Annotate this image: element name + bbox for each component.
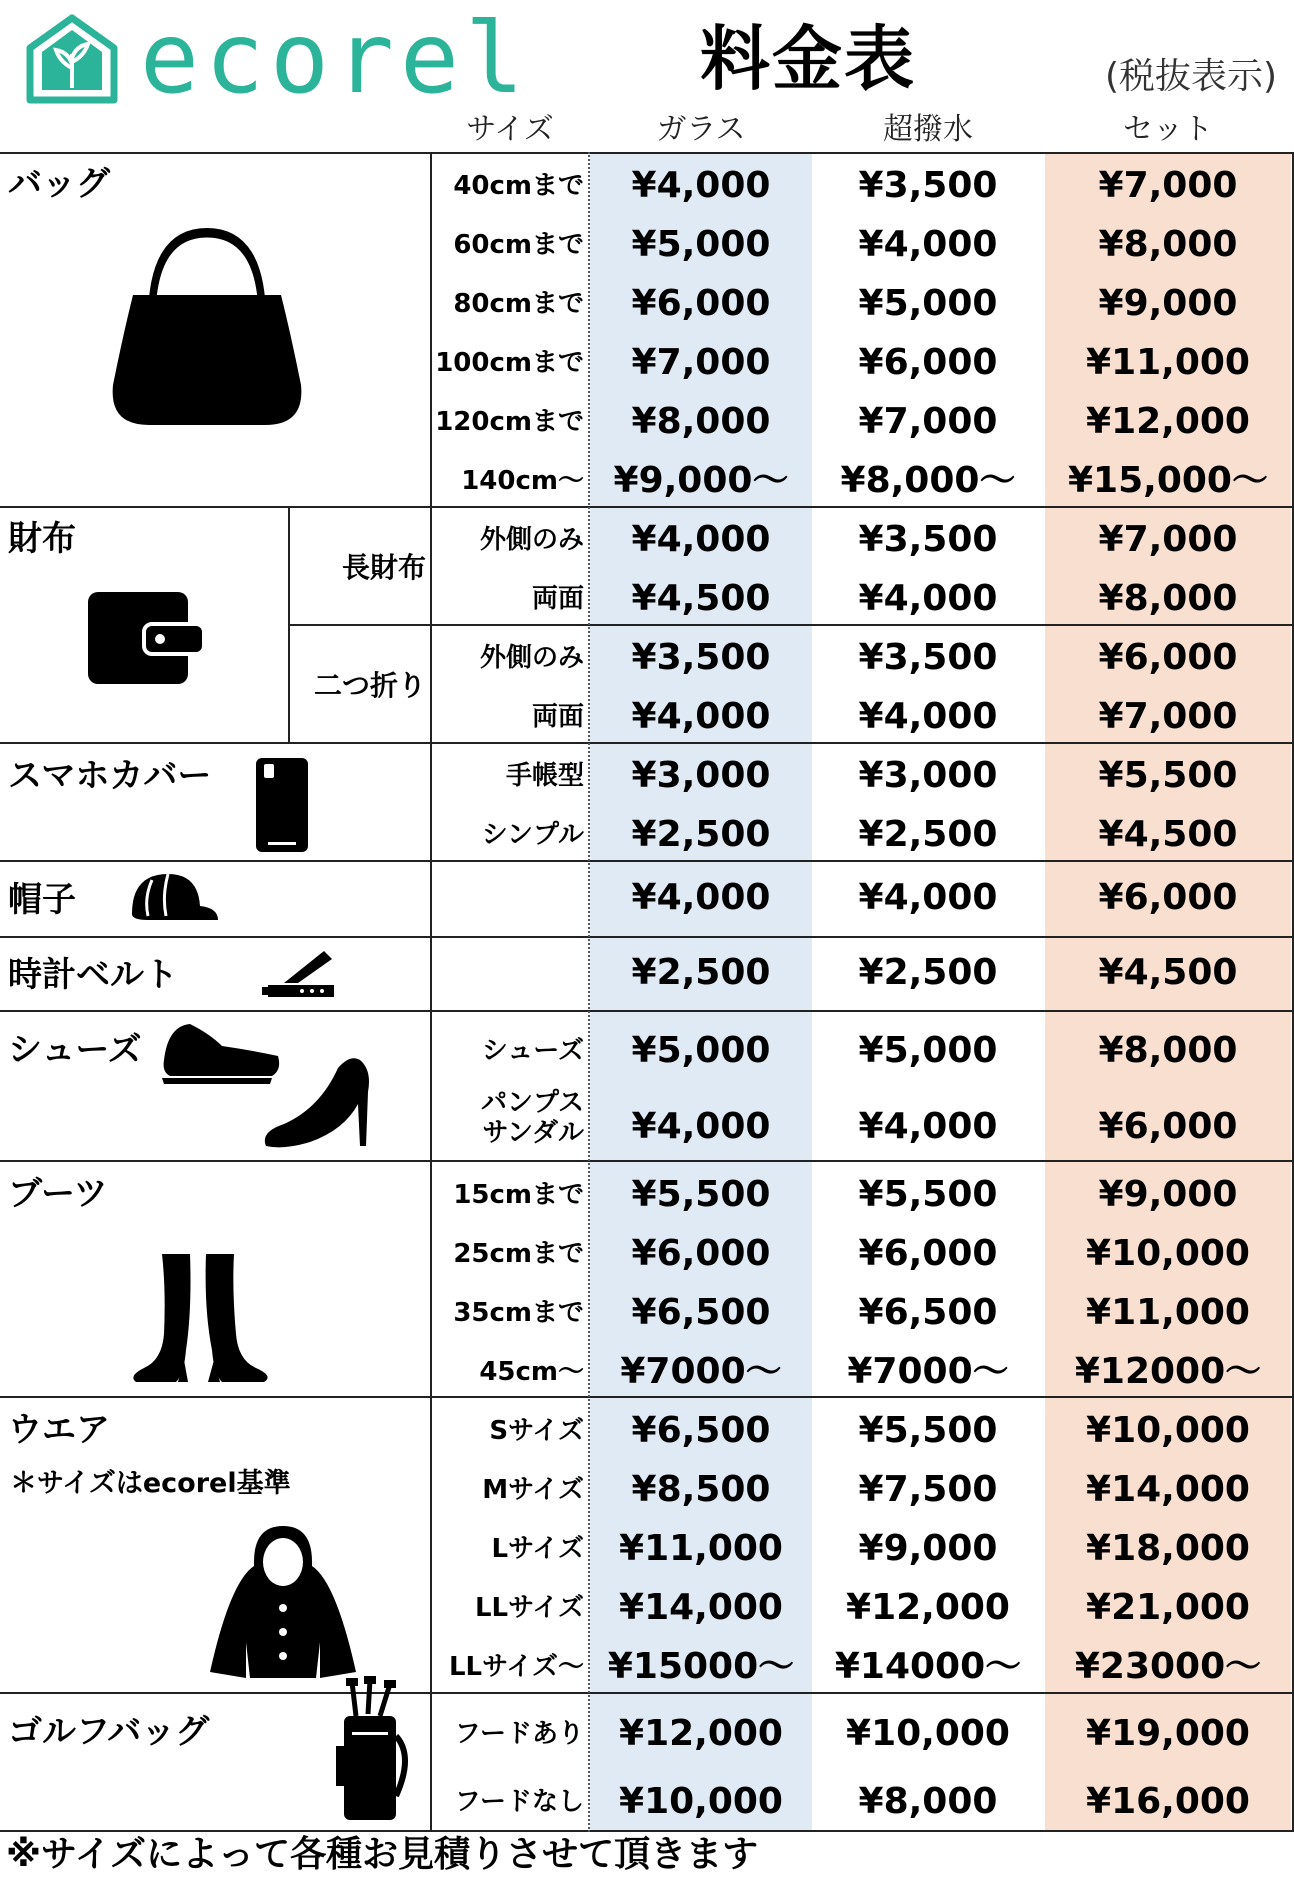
price-water: ¥14000～ (834, 1646, 1022, 1687)
price-set: ¥6,000 (1098, 1106, 1238, 1147)
category-wallet: 財布 (8, 519, 76, 559)
price-water: ¥3,500 (858, 637, 998, 678)
price-glass: ¥14,000 (619, 1587, 783, 1628)
column-header-glass: ガラス (656, 112, 746, 147)
column-header-size: サイズ (466, 112, 554, 147)
size-label: Sサイズ (489, 1416, 584, 1446)
subgroup-label: 長財布 (341, 551, 426, 584)
footer-note: ※サイズによって各種お見積りさせて頂きます (6, 1834, 759, 1875)
size-label: シンプル (481, 820, 584, 850)
cap-icon (128, 870, 220, 926)
price-set: ¥7,000 (1098, 696, 1238, 737)
size-label: LLサイズ～ (448, 1652, 584, 1682)
divider (0, 506, 1294, 508)
price-water: ¥7000～ (847, 1351, 1009, 1392)
price-water: ¥4,000 (858, 877, 998, 918)
price-glass: ¥4,000 (631, 696, 771, 737)
price-glass: ¥6,000 (631, 283, 771, 324)
size-label: 120cmまで (435, 407, 584, 437)
golf-bag-icon (334, 1676, 414, 1824)
boots-icon (128, 1250, 278, 1386)
divider (0, 1692, 1294, 1694)
column-header-set: セット (1123, 112, 1213, 147)
price-water: ¥5,000 (858, 283, 998, 324)
price-set: ¥10,000 (1086, 1410, 1250, 1451)
size-label: 140cm～ (461, 466, 584, 496)
price-set: ¥12,000 (1086, 401, 1250, 442)
category-phone-cover: スマホカバー (8, 756, 212, 796)
price-glass: ¥11,000 (619, 1528, 783, 1569)
price-water: ¥10,000 (846, 1713, 1010, 1754)
price-water: ¥9,000 (858, 1528, 998, 1569)
size-label: 外側のみ (479, 643, 584, 673)
subgroup-label: 二つ折り (313, 669, 426, 702)
price-set: ¥11,000 (1086, 1292, 1250, 1333)
price-set: ¥21,000 (1086, 1587, 1250, 1628)
size-label: 100cmまで (435, 348, 584, 378)
price-set: ¥19,000 (1086, 1713, 1250, 1754)
price-water: ¥3,500 (858, 519, 998, 560)
divider (0, 1160, 1294, 1162)
watch-band-icon (262, 945, 336, 1001)
size-label: 45cm～ (479, 1357, 584, 1387)
price-water: ¥3,500 (858, 165, 998, 206)
price-set: ¥16,000 (1086, 1781, 1250, 1822)
price-water: ¥3,000 (858, 755, 998, 796)
price-set: ¥7,000 (1098, 519, 1238, 560)
category-hat: 帽子 (8, 880, 76, 920)
price-water: ¥6,500 (858, 1292, 998, 1333)
divider (0, 1010, 1294, 1012)
price-set: ¥8,000 (1098, 1030, 1238, 1071)
divider (0, 860, 1294, 862)
price-water: ¥8,000 (858, 1781, 998, 1822)
brand-logo-text: ecorel (140, 2, 531, 116)
size-label: シューズ (481, 1036, 584, 1066)
divider (0, 742, 1294, 744)
size-label: 25cmまで (453, 1239, 584, 1269)
price-set: ¥14,000 (1086, 1469, 1250, 1510)
price-water: ¥2,500 (858, 952, 998, 993)
size-label: 手帳型 (505, 761, 584, 791)
price-set: ¥4,500 (1098, 814, 1238, 855)
price-glass: ¥7000～ (620, 1351, 782, 1392)
price-set: ¥11,000 (1086, 342, 1250, 383)
price-set: ¥15,000～ (1068, 460, 1268, 501)
divider (288, 624, 1294, 626)
price-water: ¥2,500 (858, 814, 998, 855)
price-glass: ¥5,000 (631, 224, 771, 265)
price-water: ¥8,000～ (840, 460, 1016, 501)
price-water: ¥12,000 (846, 1587, 1010, 1628)
price-glass: ¥4,000 (631, 519, 771, 560)
category-boots: ブーツ (8, 1174, 108, 1214)
size-label: 両面 (531, 702, 584, 732)
size-label: Lサイズ (491, 1534, 584, 1564)
price-set: ¥9,000 (1098, 283, 1238, 324)
price-glass: ¥5,500 (631, 1174, 771, 1215)
price-set: ¥9,000 (1098, 1174, 1238, 1215)
raincoat-icon (208, 1522, 358, 1682)
size-label: フードあり (454, 1719, 584, 1749)
price-glass: ¥3,000 (631, 755, 771, 796)
size-label: 60cmまで (453, 230, 584, 260)
size-label: 両面 (531, 584, 584, 614)
price-set: ¥23000～ (1074, 1646, 1262, 1687)
price-water: ¥4,000 (858, 224, 998, 265)
price-glass: ¥8,000 (631, 401, 771, 442)
price-set: ¥18,000 (1086, 1528, 1250, 1569)
price-set: ¥5,500 (1098, 755, 1238, 796)
price-glass: ¥7,000 (631, 342, 771, 383)
price-glass: ¥4,000 (631, 877, 771, 918)
size-label: 80cmまで (453, 289, 584, 319)
size-label: 35cmまで (453, 1298, 584, 1328)
price-water: ¥7,500 (858, 1469, 998, 1510)
price-set: ¥12000～ (1074, 1351, 1262, 1392)
price-water: ¥5,500 (858, 1410, 998, 1451)
tax-note: (税抜表示) (1105, 56, 1278, 97)
divider (0, 152, 1294, 154)
price-set: ¥4,500 (1098, 952, 1238, 993)
price-glass: ¥12,000 (619, 1713, 783, 1754)
price-water: ¥5,500 (858, 1174, 998, 1215)
price-water: ¥6,000 (858, 342, 998, 383)
price-glass: ¥4,500 (631, 578, 771, 619)
category-golf-bag: ゴルフバッグ (8, 1712, 210, 1752)
size-label: 15cmまで (453, 1180, 584, 1210)
price-water: ¥7,000 (858, 401, 998, 442)
category-bag: バッグ (8, 164, 110, 204)
category-wear: ウエア (8, 1410, 110, 1450)
size-label: LLサイズ (474, 1593, 584, 1623)
price-set: ¥10,000 (1086, 1233, 1250, 1274)
price-water: ¥5,000 (858, 1030, 998, 1071)
size-label: 外側のみ (479, 525, 584, 555)
price-water: ¥4,000 (858, 696, 998, 737)
price-glass: ¥3,500 (631, 637, 771, 678)
price-glass: ¥15000～ (607, 1646, 795, 1687)
price-water: ¥4,000 (858, 578, 998, 619)
size-label-line2: サンダル (482, 1118, 584, 1148)
price-water: ¥4,000 (858, 1106, 998, 1147)
header (0, 0, 1294, 150)
size-label: フードなし (454, 1787, 584, 1817)
wear-size-note: ＊サイズはecorel基準 (10, 1468, 291, 1499)
price-set: ¥6,000 (1098, 877, 1238, 918)
shoes-icon (160, 1020, 386, 1150)
price-set: ¥7,000 (1098, 165, 1238, 206)
house-leaf-icon (26, 14, 118, 104)
price-glass: ¥6,500 (631, 1292, 771, 1333)
price-glass: ¥6,500 (631, 1410, 771, 1451)
price-glass: ¥10,000 (619, 1781, 783, 1822)
phone-icon (254, 756, 310, 854)
price-glass: ¥4,000 (631, 165, 771, 206)
price-glass: ¥5,000 (631, 1030, 771, 1071)
divider (0, 1396, 1294, 1398)
category-watch-band: 時計ベルト (8, 955, 178, 995)
wallet-icon (86, 590, 206, 686)
price-glass: ¥2,500 (631, 952, 771, 993)
price-glass: ¥2,500 (631, 814, 771, 855)
price-glass: ¥9,000～ (613, 460, 789, 501)
column-header-water: 超撥水 (883, 112, 973, 147)
price-set: ¥8,000 (1098, 578, 1238, 619)
price-glass: ¥6,000 (631, 1233, 771, 1274)
category-shoes: シューズ (8, 1030, 142, 1070)
price-glass: ¥8,500 (631, 1469, 771, 1510)
price-set: ¥8,000 (1098, 224, 1238, 265)
size-label: Mサイズ (482, 1475, 584, 1505)
size-label: 40cmまで (453, 171, 584, 201)
size-label-line1: パンプス (481, 1088, 584, 1118)
page-title: 料金表 (700, 18, 916, 100)
handbag-icon (105, 225, 310, 430)
divider (288, 506, 290, 742)
price-glass: ¥4,000 (631, 1106, 771, 1147)
price-set: ¥6,000 (1098, 637, 1238, 678)
price-water: ¥6,000 (858, 1233, 998, 1274)
divider (0, 936, 1294, 938)
